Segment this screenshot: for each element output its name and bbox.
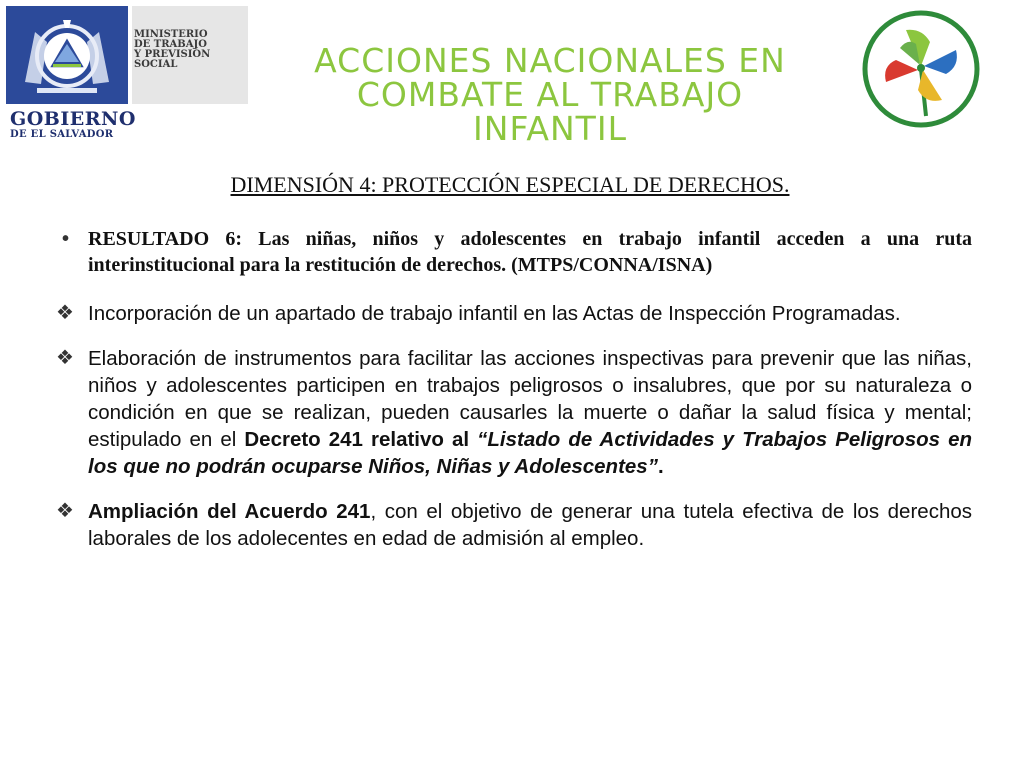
section-subtitle: DIMENSIÓN 4: PROTECCIÓN ESPECIAL DE DERECHOS.: [230, 172, 790, 197]
title-line: ACCIONES NACIONALES EN: [314, 41, 786, 80]
item-text: , con el objetivo de generar una tutela efectiva de los derechos laborales de los adolecentes en edad de admisión al empleo.: [88, 500, 972, 550]
diamond-bullet-icon: ❖: [56, 500, 74, 522]
ministry-line: SOCIAL: [134, 59, 178, 70]
ministry-line: Y PREVISIÓN: [134, 49, 211, 60]
list-item: [56, 300, 972, 327]
ministry-line: MINISTERIO: [134, 29, 208, 40]
content-list: [56, 226, 972, 570]
item-text: Elaboración de instrumentos para facilitar las acciones inspectivas para prevenir que las niñas, niños y adolescentes participen en trabajos peligrosos o insalubres, que por su naturaleza o condición en que se realizan, pueden causarles la muerte o dañar la salud física y mental; estipulado en el: [88, 347, 972, 451]
diamond-bullet-icon: ❖: [56, 347, 74, 369]
gobierno-wordmark: [10, 110, 140, 140]
list-item: [56, 498, 972, 552]
item-text-bold: Ampliación del Acuerdo 241: [88, 500, 371, 523]
government-logo: [6, 6, 246, 140]
coat-of-arms-icon: [6, 6, 128, 104]
item-text-bold: Decreto 241 relativo al: [244, 428, 478, 451]
item-text-end: .: [657, 455, 664, 478]
list-item: [56, 226, 972, 278]
gobierno-line-1: GOBIERNO: [10, 108, 136, 130]
ministry-line: DE TRABAJO: [134, 39, 207, 50]
title-line: COMBATE AL TRABAJO: [356, 75, 744, 114]
ministry-name: [134, 30, 244, 70]
gobierno-line-2: DE EL SALVADOR: [10, 129, 114, 140]
diamond-bullet-icon: ❖: [56, 302, 74, 324]
list-item: [56, 345, 972, 480]
pinwheel-icon: [860, 8, 982, 130]
bullet-icon: •: [62, 228, 70, 250]
title-line: INFANTIL: [473, 109, 627, 148]
page-title: [270, 41, 830, 148]
item-text: RESULTADO 6: Las niñas, niños y adolescentes en trabajo infantil acceden a una ruta interinstitucional para la restitución de derechos. (MTPS/CONNA/ISNA): [88, 228, 972, 276]
item-text-bold-italic: “Listado de Actividades y Trabajos Peligrosos en los que no podrán ocuparse Niños, Niñas y Adolescentes”: [88, 428, 972, 478]
item-text: Incorporación de un apartado de trabajo infantil en las Actas de Inspección Programadas.: [88, 302, 901, 325]
